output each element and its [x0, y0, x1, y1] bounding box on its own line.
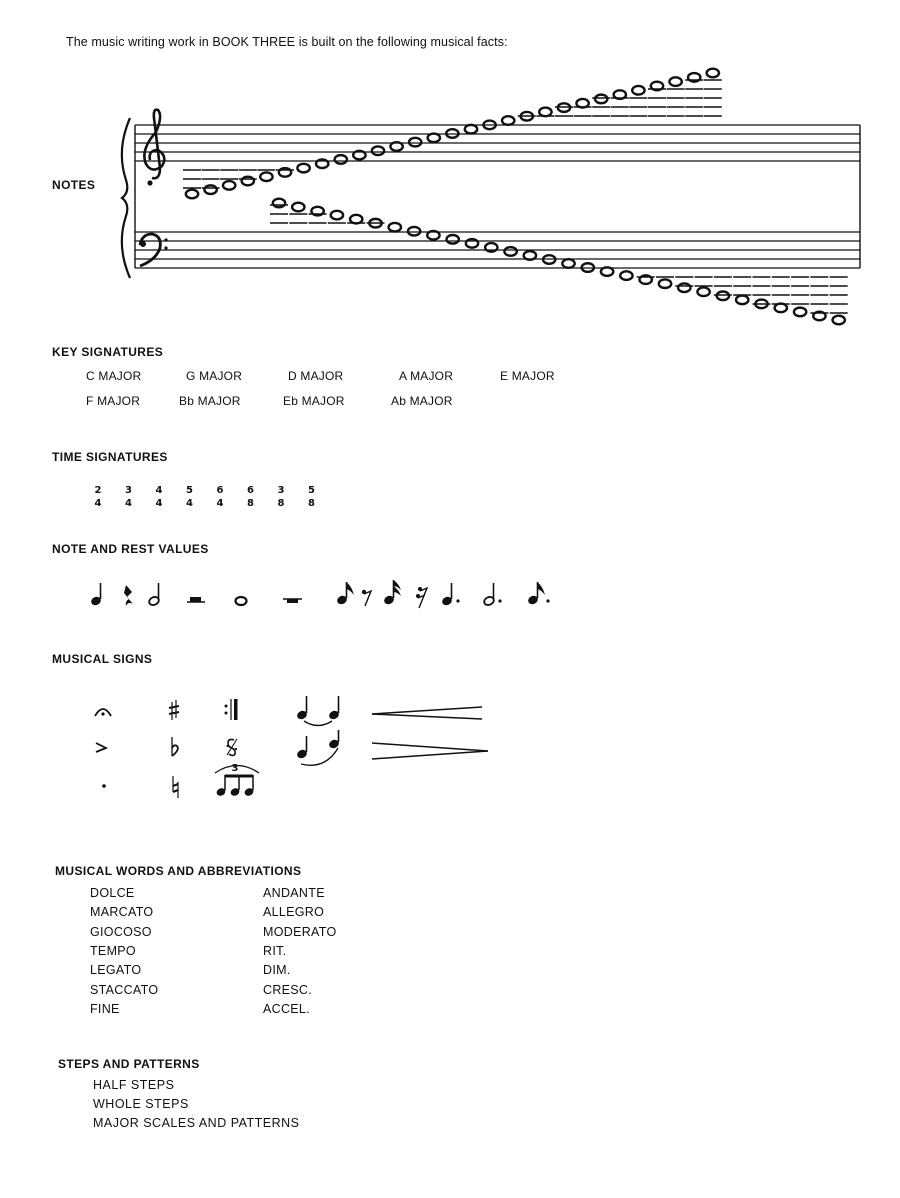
half-rest-icon [187, 597, 205, 602]
time-signature-bottom: 4 [186, 498, 193, 509]
whole-note-icon [775, 304, 787, 313]
half-note-icon [148, 583, 160, 607]
time-signature-bottom: 4 [216, 498, 224, 509]
whole-note-icon [350, 215, 362, 224]
notes-heading: NOTES [52, 178, 96, 192]
key-a-major: A MAJOR [399, 369, 454, 383]
whole-note-icon [833, 316, 845, 325]
segno-icon [226, 739, 237, 756]
decrescendo-icon [372, 743, 488, 759]
time-signature-top: 5 [186, 485, 193, 496]
slur-icon [296, 730, 340, 765]
whole-note-icon [236, 597, 247, 605]
words-heading: MUSICAL WORDS AND ABBREVIATIONS [55, 864, 302, 878]
brace-icon [122, 118, 130, 278]
whole-note-icon [204, 185, 216, 194]
whole-note-icon [504, 247, 516, 256]
time-signature-bottom: 8 [308, 498, 315, 509]
natural-icon [173, 776, 178, 798]
bass-clef-dot [164, 246, 167, 249]
whole-note-icon [389, 223, 401, 232]
whole-note-icon [669, 77, 681, 86]
whole-note-icon [331, 211, 343, 220]
whole-note-icon [659, 279, 671, 288]
repeat-sign-icon [225, 699, 238, 720]
key-bb-major: Bb MAJOR [179, 394, 241, 408]
time-signature-top: 2 [94, 485, 102, 496]
staccato-dot-icon [102, 784, 106, 788]
word-marcato: MARCATO [90, 905, 154, 920]
whole-note-icon [292, 203, 304, 212]
whole-note-icon [408, 227, 420, 236]
time-signature-top: 3 [277, 485, 285, 496]
fermata-icon [95, 709, 111, 716]
bass-clef-dot [164, 238, 167, 241]
intro-text: The music writing work in BOOK THREE is built on the following musical facts: [66, 35, 508, 49]
tie-icon [296, 696, 340, 726]
crescendo-icon [372, 707, 482, 719]
whole-note-icon [465, 125, 477, 134]
note-rest-values-heading: NOTE AND REST VALUES [52, 542, 209, 556]
time-signature-top: 6 [247, 485, 254, 496]
whole-note-icon [697, 287, 709, 296]
word-accel: ACCEL. [263, 1001, 310, 1016]
whole-note-icon [620, 271, 632, 280]
dotted-half-note-icon [483, 583, 502, 607]
key-eb-major: Eb MAJOR [283, 394, 345, 408]
word-giocoso: GIOCOSO [90, 924, 152, 939]
triplet-icon [215, 766, 259, 798]
word-legato: LEGATO [90, 963, 142, 978]
whole-note-icon [273, 199, 285, 208]
time-signature-top: 3 [125, 485, 132, 496]
treble-clef-icon [144, 110, 164, 179]
key-c-major: C MAJOR [86, 369, 142, 383]
key-f-major: F MAJOR [86, 394, 141, 408]
whole-note-icon [409, 138, 421, 147]
whole-note-icon [678, 283, 690, 292]
key-e-major: E MAJOR [500, 369, 555, 383]
steps-heading: STEPS AND PATTERNS [58, 1057, 200, 1071]
whole-note-icon [736, 296, 748, 305]
time-signature-bottom: 8 [277, 498, 285, 509]
musical-signs-heading: MUSICAL SIGNS [52, 652, 153, 666]
whole-note-icon [297, 164, 309, 173]
step-whole-steps: WHOLE STEPS [93, 1097, 189, 1111]
word-dim: DIM. [263, 963, 291, 978]
whole-note-icon [335, 155, 347, 164]
whole-note-icon [539, 108, 551, 117]
key-g-major: G MAJOR [186, 369, 243, 383]
word-dolce: DOLCE [90, 886, 135, 900]
whole-note-icon [372, 146, 384, 155]
whole-note-icon [428, 134, 440, 143]
time-signature-top: 6 [216, 485, 224, 496]
word-cresc: CRESC. [263, 982, 313, 997]
time-signature-bottom: 4 [155, 498, 163, 509]
triplet-number: 3 [231, 763, 239, 774]
word-tempo: TEMPO [90, 943, 136, 958]
time-signatures-heading: TIME SIGNATURES [52, 450, 168, 464]
whole-rest-icon [283, 599, 302, 603]
accent-icon [96, 743, 106, 752]
whole-note-icon [466, 239, 478, 248]
word-fine: FINE [90, 1001, 120, 1016]
eighth-rest-icon [362, 590, 371, 606]
time-signature-top: 5 [308, 485, 315, 496]
key-d-major: D MAJOR [288, 369, 344, 383]
whole-note-icon [186, 190, 198, 199]
word-allegro: ALLEGRO [263, 905, 325, 920]
sixteenth-note-icon [383, 580, 401, 606]
whole-note-icon [260, 172, 272, 181]
word-andante: ANDANTE [263, 886, 325, 900]
whole-note-icon [447, 235, 459, 244]
dotted-quarter-note-icon [441, 583, 460, 607]
word-moderato: MODERATO [263, 924, 337, 939]
quarter-note-icon [90, 583, 102, 607]
quarter-rest-icon [124, 585, 133, 606]
time-signature-bottom: 4 [125, 498, 132, 509]
whole-note-icon [595, 95, 607, 104]
time-signature-top: 4 [155, 485, 163, 496]
flat-icon [172, 737, 178, 756]
time-signature-bottom: 8 [247, 498, 254, 509]
whole-note-icon [707, 69, 719, 78]
dotted-eighth-note-icon [527, 582, 550, 606]
whole-note-icon [794, 308, 806, 317]
sharp-icon [169, 700, 179, 720]
time-signature-bottom: 4 [94, 498, 102, 509]
key-signatures-heading: KEY SIGNATURES [52, 345, 164, 359]
whole-note-icon [562, 259, 574, 268]
word-rit: RIT. [263, 943, 287, 958]
eighth-note-icon [336, 582, 354, 606]
sixteenth-rest-icon [416, 587, 427, 608]
word-staccato: STACCATO [90, 982, 159, 997]
treble-clef-dot [147, 180, 152, 185]
grand-staff [0, 0, 900, 340]
bass-clef-dot [140, 241, 146, 247]
step-half-steps: HALF STEPS [93, 1078, 175, 1092]
whole-note-icon [223, 181, 235, 190]
whole-note-icon [632, 86, 644, 95]
whole-note-icon [502, 116, 514, 125]
step-major-scales: MAJOR SCALES AND PATTERNS [93, 1116, 300, 1130]
whole-note-icon [242, 177, 254, 186]
key-ab-major: Ab MAJOR [391, 394, 453, 408]
